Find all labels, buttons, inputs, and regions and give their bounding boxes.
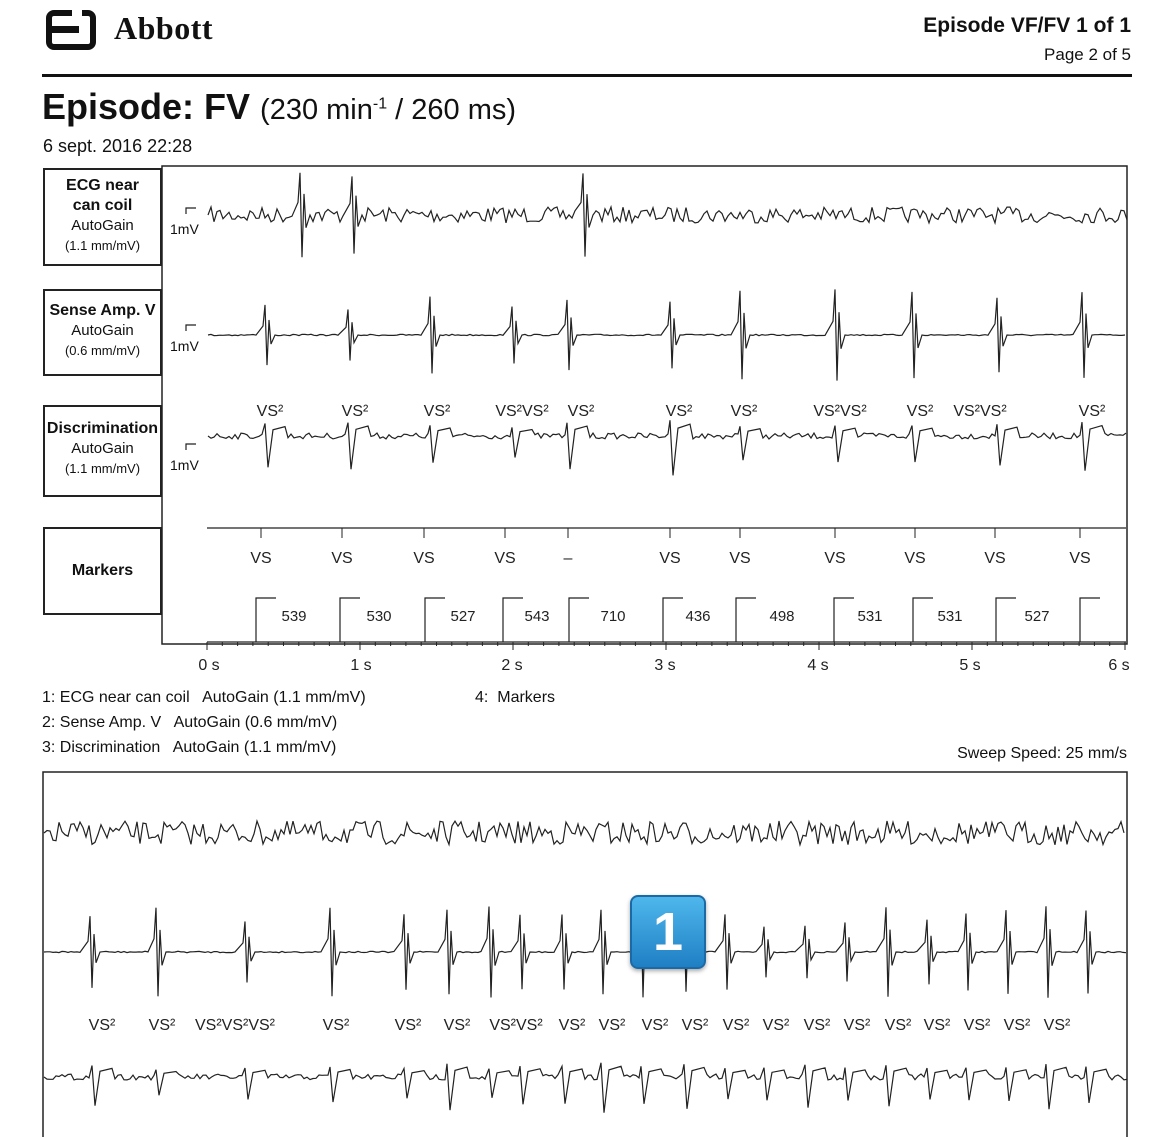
calibration-label-discrimination: 1mV [170, 457, 199, 473]
calibration-label-sense: 1mV [170, 338, 199, 354]
vs2-label: VS² [843, 1017, 871, 1034]
vs2-label: VS² [906, 403, 934, 420]
vs2-label: VS² [1043, 1017, 1071, 1034]
vs2-label: VS²VS² [953, 403, 1007, 420]
vs2-label: VS² [256, 403, 284, 420]
channel-label-discrimination: Discrimination AutoGain (1.1 mm/mV) [43, 405, 162, 497]
brand-name: Abbott [114, 10, 214, 46]
cal-mark-ecg [186, 208, 196, 214]
interval-value: 530 [366, 608, 392, 625]
trace-ecg-strip1 [208, 173, 1127, 257]
marker-label: VS [413, 550, 435, 567]
vs2-label: VS² [923, 1017, 951, 1034]
vs2-label: VS² [803, 1017, 831, 1034]
vs2-label: VS² [341, 403, 369, 420]
page-number: Page 2 of 5 [1044, 45, 1131, 64]
channel-label-sense-amp: Sense Amp. V AutoGain (0.6 mm/mV) [43, 289, 162, 376]
title-prefix: Episode: FV [42, 86, 251, 127]
title-rate: (230 min [260, 94, 373, 126]
time-axis-label: 2 s [501, 657, 523, 674]
vs2-label: VS² [681, 1017, 709, 1034]
vs2-label: VS² [1003, 1017, 1031, 1034]
time-axis-label: 5 s [959, 657, 981, 674]
interval-value: 436 [685, 608, 711, 625]
marker-label: – [563, 550, 573, 567]
vs2-label: VS² [762, 1017, 790, 1034]
trace-sense-strip1 [208, 289, 1125, 380]
time-axis-label: 1 s [350, 657, 372, 674]
marker-label: VS [250, 550, 272, 567]
interval-value: 498 [769, 608, 795, 625]
vs2-label: VS² [598, 1017, 626, 1034]
legend-item-4: 4: Markers [475, 689, 556, 706]
vs2-label: VS² [423, 403, 451, 420]
marker-label: VS [1069, 550, 1091, 567]
cal-mark-discrimination [186, 444, 196, 450]
marker-label: VS [659, 550, 681, 567]
marker-label: VS [984, 550, 1006, 567]
vs2-label: VS² [394, 1017, 422, 1034]
title-rate-exponent: -1 [372, 95, 388, 113]
vs2-label: VS² [322, 1017, 350, 1034]
sweep-speed: Sweep Speed: 25 mm/s [957, 745, 1127, 762]
vs2-label: VS² [722, 1017, 750, 1034]
vs2-label: VS² [665, 403, 693, 420]
episode-datetime: 6 sept. 2016 22:28 [43, 136, 193, 156]
time-axis-label: 0 s [198, 657, 220, 674]
vs2-label: VS² [730, 403, 758, 420]
interval-value: 543 [524, 608, 550, 625]
interval-value: 531 [857, 608, 883, 625]
vs2-label: VS² [641, 1017, 669, 1034]
legend-item-3: 3: Discrimination AutoGain (1.1 mm/mV) [42, 739, 337, 756]
vs2-label: VS² [567, 403, 595, 420]
title-interval: / 260 ms) [387, 94, 517, 126]
trace-ecg-strip2 [44, 821, 1124, 845]
trace-discrimination-strip1 [208, 420, 1126, 475]
marker-label: VS [494, 550, 516, 567]
vs2-label: VS² [963, 1017, 991, 1034]
trace-sense-strip2 [44, 906, 1126, 998]
strip2-labels [89, 1017, 1071, 1034]
vs2-label: VS² [88, 1017, 116, 1034]
cal-mark-sense [186, 325, 196, 331]
vs2-label: VS²VS² [495, 403, 549, 420]
interval-value: 527 [450, 608, 476, 625]
marker-label: VS [904, 550, 926, 567]
strip2-waveforms [0, 765, 1149, 1137]
strip2-frame [43, 772, 1127, 1137]
interval-value: 531 [937, 608, 963, 625]
episode-title: Episode VF/FV 1 of 1 [923, 14, 1131, 37]
marker-label: VS [729, 550, 751, 567]
vs2-label: VS²VS² [813, 403, 867, 420]
vs2-label: VS² [1078, 403, 1106, 420]
channel-label-markers: Markers [43, 527, 162, 615]
calibration-label-ecg: 1mV [170, 221, 199, 237]
marker-label: VS [824, 550, 846, 567]
vs2-label: VS²VS² [489, 1017, 543, 1034]
vs2-label: VS² [884, 1017, 912, 1034]
legend-item-1: 1: ECG near can coil AutoGain (1.1 mm/mV) [42, 689, 366, 706]
strip1-time-ticks [198, 642, 1129, 674]
time-axis-label: 6 s [1108, 657, 1130, 674]
time-axis-label: 3 s [654, 657, 676, 674]
vs2-label: VS²VS²VS² [194, 1017, 276, 1034]
legend-item-2: 2: Sense Amp. V AutoGain (0.6 mm/mV) [42, 714, 338, 731]
vs2-label: VS² [148, 1017, 176, 1034]
interval-value: 710 [600, 608, 626, 625]
vs2-label: VS² [443, 1017, 471, 1034]
channel-label-ecg: ECG near can coil AutoGain (1.1 mm/mV) [43, 168, 162, 266]
time-axis-label: 4 s [807, 657, 829, 674]
trace-discrimination-strip2 [44, 1063, 1127, 1113]
interval-value: 527 [1024, 608, 1050, 625]
interval-value: 539 [281, 608, 307, 625]
marker-label: VS [331, 550, 353, 567]
annotation-badge-1: 1 [630, 895, 706, 969]
vs2-label: VS² [558, 1017, 586, 1034]
